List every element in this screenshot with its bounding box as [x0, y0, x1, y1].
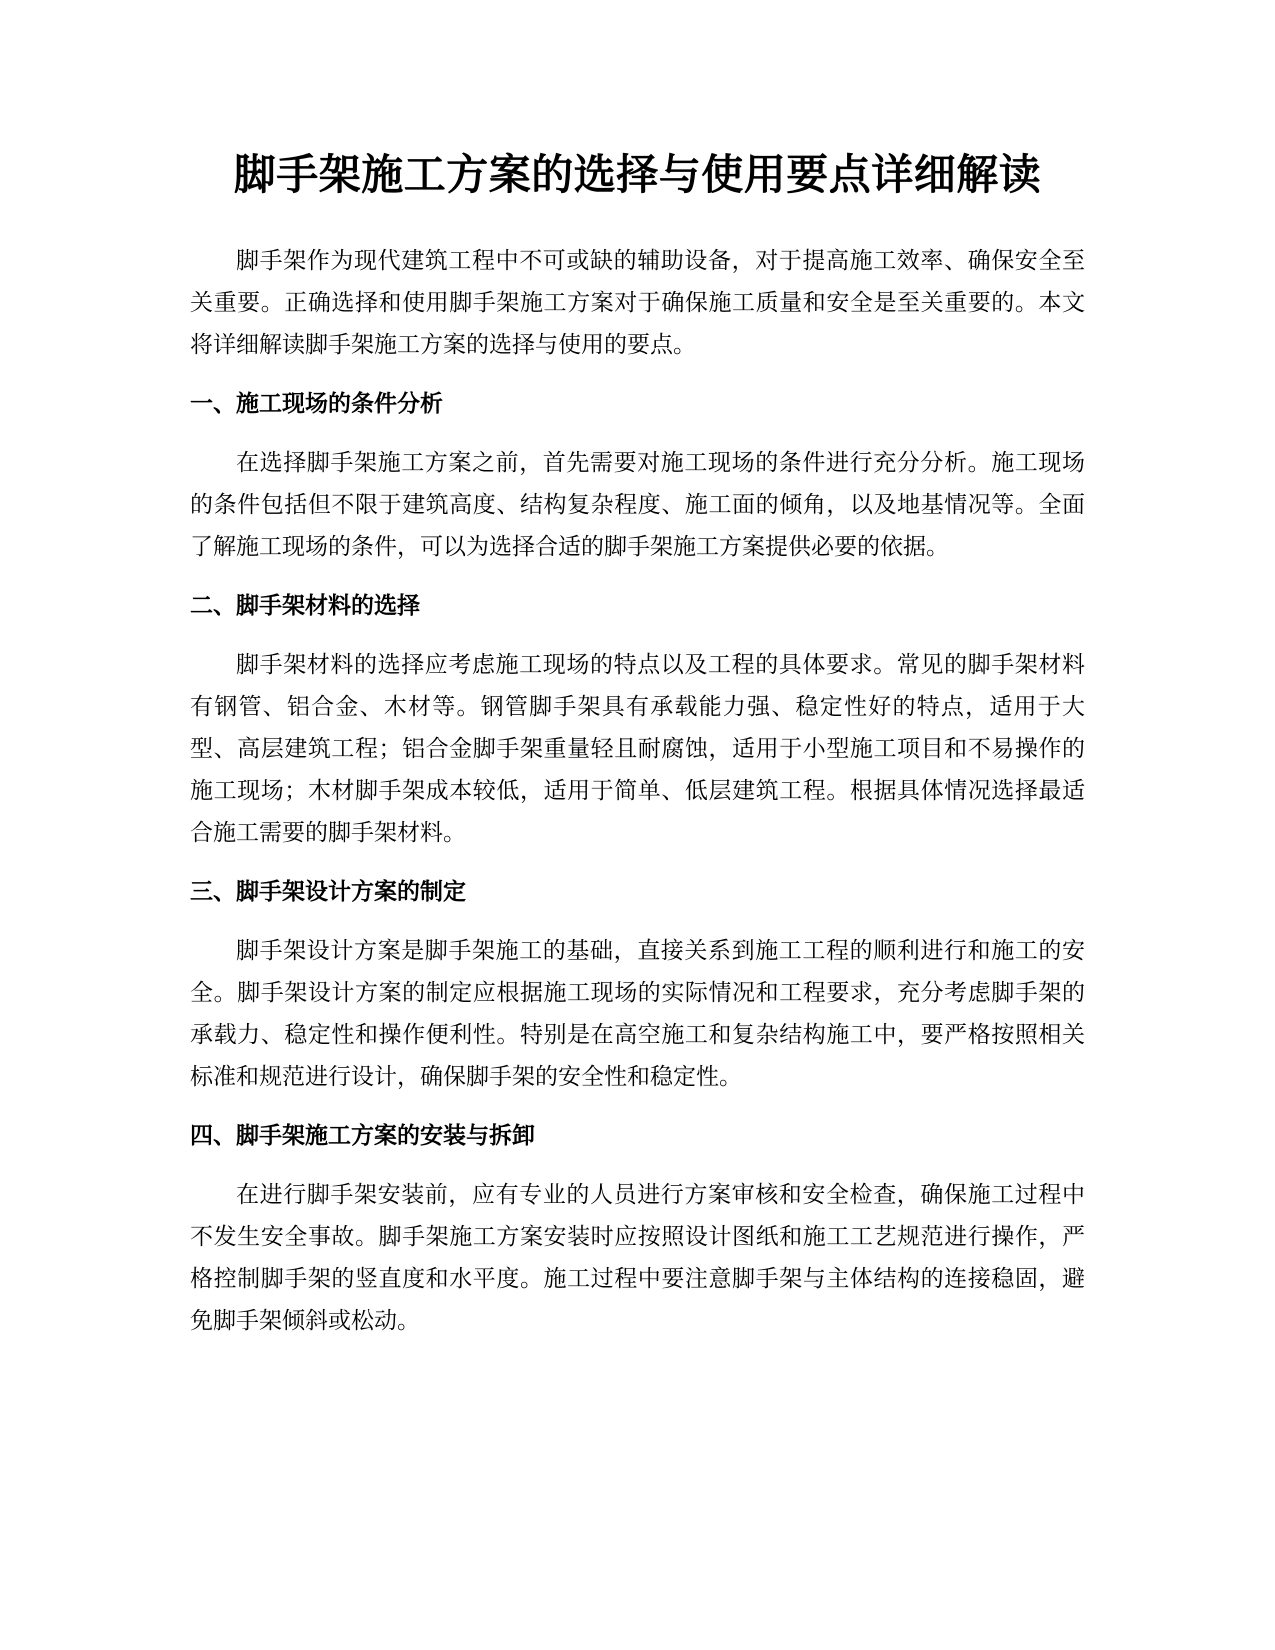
- section-heading-4: 四、脚手架施工方案的安装与拆卸: [190, 1123, 535, 1149]
- intro-paragraph: 脚手架作为现代建筑工程中不可或缺的辅助设备，对于提高施工效率、确保安全至关重要。正确选择和使用脚手架施工方案对于确保施工质量和安全是至关重要的。本文将详细解读脚手架施工方案的选择与使用的要点。: [190, 248, 1085, 358]
- page-title: 脚手架施工方案的选择与使用要点详细解读: [233, 150, 1042, 199]
- section-paragraph-4: 在进行脚手架安装前，应有专业的人员进行方案审核和安全检查，确保施工过程中不发生安全事故。脚手架施工方案安装时应按照设计图纸和施工工艺规范进行操作，严格控制脚手架的竖直度和水平度。施工过程中要注意脚手架与主体结构的连接稳固，避免脚手架倾斜或松动。: [190, 1182, 1085, 1334]
- section-heading-2: 二、脚手架材料的选择: [190, 593, 420, 619]
- section-paragraph-1: 在选择脚手架施工方案之前，首先需要对施工现场的条件进行充分分析。施工现场的条件包括但不限于建筑高度、结构复杂程度、施工面的倾角，以及地基情况等。全面了解施工现场的条件，可以为选择合适的脚手架施工方案提供必要的依据。: [190, 450, 1085, 560]
- section-heading-1: 一、施工现场的条件分析: [190, 391, 443, 417]
- document-body: [190, 240, 1085, 1364]
- section-paragraph-3: 脚手架设计方案是脚手架施工的基础，直接关系到施工工程的顺利进行和施工的安全。脚手架设计方案的制定应根据施工现场的实际情况和工程要求，充分考虑脚手架的承载力、稳定性和操作便利性。特别是在高空施工和复杂结构施工中，要严格按照相关标准和规范进行设计，确保脚手架的安全性和稳定性。: [190, 938, 1085, 1090]
- section-heading-3: 三、脚手架设计方案的制定: [190, 879, 466, 905]
- section-paragraph-2: 脚手架材料的选择应考虑施工现场的特点以及工程的具体要求。常见的脚手架材料有钢管、铝合金、木材等。钢管脚手架具有承载能力强、稳定性好的特点，适用于大型、高层建筑工程；铝合金脚手架重量轻且耐腐蚀，适用于小型施工项目和不易操作的施工现场；木材脚手架成本较低，适用于简单、低层建筑工程。根据具体情况选择最适合施工需要的脚手架材料。: [190, 652, 1085, 846]
